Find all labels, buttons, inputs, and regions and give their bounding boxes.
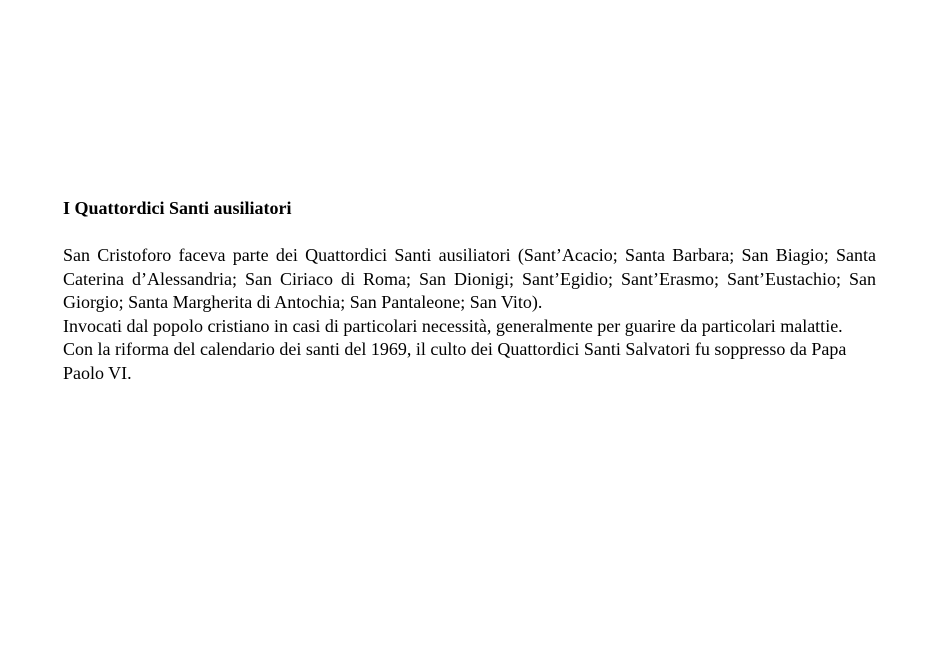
paragraph-reform: Con la riforma del calendario dei santi del 1969, il culto dei Quattordici Santi Salvatori fu soppresso da Papa Paolo VI. [63, 339, 847, 383]
document-body [63, 196, 876, 385]
paragraph-invocation: Invocati dal popolo cristiano in casi di particolari necessità, generalmente per guarire da particolari malattie. [63, 315, 843, 336]
document-title: I Quattordici Santi ausiliatori [63, 198, 292, 218]
paragraph-saints-list: San Cristoforo faceva parte dei Quattordici Santi ausiliatori (Sant’Acacio; Santa Barbara; San Biagio; Santa Caterina d’Alessandria; San Ciriaco di Roma; San Dionigi; Sant’Egidio; Sant’Erasmo; Sant’Eustachio; San Giorgio; Santa Margherita di Antochia; San Pantaleone; San Vito). [63, 245, 876, 312]
